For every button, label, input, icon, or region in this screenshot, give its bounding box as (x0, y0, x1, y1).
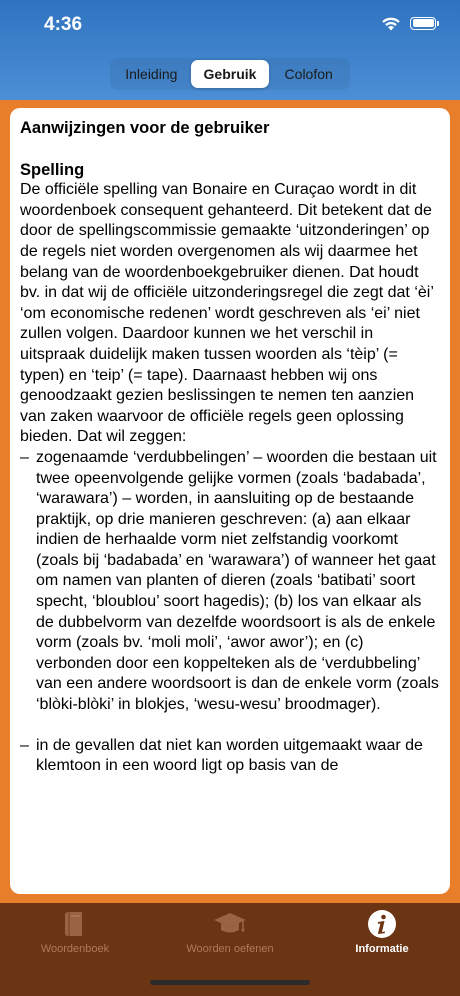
wifi-icon (380, 15, 402, 31)
segmented-control (110, 58, 350, 90)
paragraph: De officiële spelling van Bonaire en Curaçao wordt in dit woordenboek consequent gehanteerd. Dit betekent dat de door de spellingscommissie gemaakte ‘uitzonderingen’ op de regels niet worden overgenomen als wij daarmee het belang van de woordenboekgebruiker dienen. Dat houdt bv. in dat wij de officiële uitzonderingsregel die zegt dat ‘èi’ ‘om economische redenen’ wordt geschreven als ‘ei’ niet zullen volgen. Daardoor kunnen we het verschil in uitspraak duidelijk maken tussen woorden als ‘tèip’ (= typen) en ‘teip’ (= tape). Daarnaast hebben wij ons genoodzaakt gezien beslissingen te nemen ten aanzien van zaken waarvoor de officiële regels geen oplossing bieden. Dat wil zeggen: (20, 181, 434, 446)
page-title: Aanwijzingen voor de gebruiker (20, 119, 270, 137)
tab-label: Woordenboek (40, 943, 110, 955)
tab-informatie[interactable] (307, 909, 457, 955)
battery-icon (410, 17, 436, 30)
tab-label: Informatie (355, 943, 409, 955)
list-item (20, 448, 440, 716)
graduation-cap-icon (212, 909, 248, 939)
home-indicator[interactable] (150, 980, 310, 985)
book-icon (60, 909, 90, 939)
content-card[interactable] (10, 108, 450, 894)
status-time: 4:36 (44, 14, 83, 35)
content-text (10, 108, 450, 777)
tab-label: Woorden oefenen (186, 943, 274, 955)
segment-gebruik[interactable]: Gebruik (191, 60, 270, 88)
info-icon (367, 909, 397, 939)
segment-inleiding[interactable]: Inleiding (125, 66, 178, 82)
list-dash: – (20, 448, 29, 466)
section-heading: Spelling (20, 160, 85, 179)
list-item (20, 736, 440, 777)
header-area (0, 0, 460, 100)
segment-colofon[interactable]: Colofon (284, 66, 333, 82)
list-item-text: in de gevallen dat niet kan worden uitgemaakt waar de klemtoon in een woord ligt op basis van de (36, 736, 423, 775)
status-icons (380, 15, 436, 31)
list-item-text: zogenaamde ‘verdubbelingen’ – woorden die bestaan uit twee opeenvolgende gelijke vormen (zoals ‘badabada’, ‘warawara’) – worden, in aansluiting op de bestaande praktijk, op drie manieren geschreven: (a) aan elkaar indien de herhaalde vorm niet zelfstandig voorkomt (zoals bij ‘badabada’ en ‘warawara’) of wanneer het gaat om namen van planten of dieren (zoals ‘batibati’ soort specht, ‘bloublou’ soort hagedis); (b) los van elkaar als de dubbelvorm van dezelfde woordsoort is als de enkele vorm (zoals bv. ‘moli moli’, ‘awor awor’); en (c) verbonden door een koppelteken als de ‘verdubbeling’ van een andere woordsoort is dan de enkele vorm (zoals ‘blòki-blòki’ in blokjes, ‘wesu-wesu’ broodmager). (36, 448, 439, 714)
list-dash: – (20, 736, 29, 754)
tab-woorden-oefenen[interactable] (155, 909, 305, 955)
tab-woordenboek[interactable] (0, 909, 150, 955)
